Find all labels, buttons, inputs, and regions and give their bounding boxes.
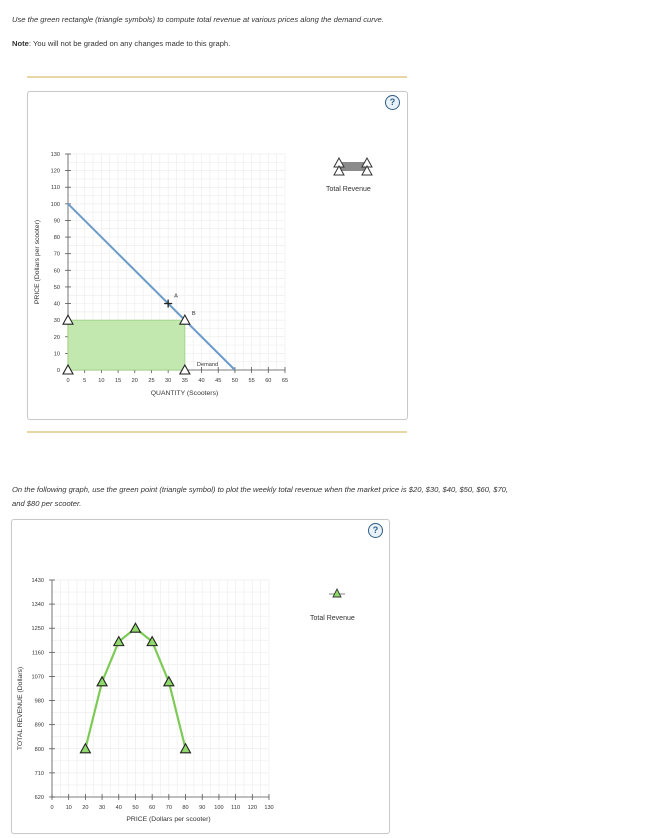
total-revenue-tool-icon[interactable]	[334, 158, 372, 175]
graph2-y-tick-label: 980	[34, 698, 44, 705]
graph2-y-tick-label: 1430	[31, 578, 44, 584]
graph1-x-tick-label: 50	[231, 378, 239, 384]
graph1-x-tick-label: 45	[215, 378, 222, 384]
graph1-x-axis-label: QUANTITY (Scooters)	[150, 390, 219, 397]
graph2-y-tick-label: 1070	[31, 674, 44, 681]
total-revenue-point[interactable]	[97, 677, 107, 686]
graph1-y-tick-label: 50	[53, 284, 60, 291]
total-revenue-point[interactable]	[181, 744, 191, 753]
instructions-top: Use the green rectangle (triangle symbols) to compute total revenue at various prices along the demand curve.	[12, 15, 384, 24]
graph1-y-tick-label: 80	[53, 235, 60, 242]
graph1-x-tick-label: 5	[83, 378, 87, 384]
graph1-help-icon[interactable]: ?	[385, 95, 400, 110]
graph1-y-tick-label: 90	[53, 218, 60, 225]
graph1-x-tick-label: 15	[114, 378, 122, 384]
graph2-y-tick-label: 710	[34, 770, 44, 777]
graph2-x-tick-label: 10	[65, 805, 72, 811]
graph2-x-tick-label: 40	[115, 805, 122, 811]
graph2-x-tick-label: 30	[98, 805, 106, 811]
total-revenue-point[interactable]	[80, 744, 90, 753]
graph1-y-tick-label: 0	[56, 368, 60, 374]
graph2-y-tick-label: 890	[34, 722, 44, 729]
graph2-y-tick-label: 620	[34, 795, 44, 801]
point-a-label: A	[174, 293, 178, 300]
graph1-x-tick-label: 35	[181, 378, 188, 384]
total-revenue-point[interactable]	[130, 623, 140, 632]
graph2-help-icon[interactable]: ?	[368, 523, 383, 538]
total-revenue-point-tool-icon[interactable]	[329, 589, 345, 597]
graph1-y-tick-label: 130	[50, 152, 60, 158]
graph1-x-tick-label: 0	[66, 378, 70, 384]
graph2-x-tick-label: 120	[247, 805, 257, 811]
graph1-y-tick-label: 60	[53, 268, 60, 275]
graph1-legend-label: Total Revenue	[326, 186, 371, 193]
graph1-x-tick-label: 65	[281, 378, 289, 384]
revenue-rectangle[interactable]	[68, 320, 185, 370]
graph1-y-tick-label: 20	[53, 334, 60, 341]
graph2-y-tick-label: 800	[34, 746, 44, 753]
graph1-x-tick-label: 40	[198, 378, 205, 384]
graph1-y-tick-label: 70	[53, 251, 60, 258]
graph1-x-tick-label: 60	[265, 378, 272, 384]
note-text: : You will not be graded on any changes made to this graph.	[28, 39, 231, 48]
graph2-y-axis-label: TOTAL REVENUE (Dollars)	[17, 666, 24, 751]
graph2-x-tick-label: 0	[50, 805, 54, 811]
graph2-y-tick-label: 1250	[31, 626, 44, 633]
graph1-y-tick-label: 10	[53, 351, 60, 358]
graph2-x-tick-label: 130	[264, 805, 274, 811]
graph2-x-tick-label: 70	[165, 805, 172, 811]
graph2-x-tick-label: 100	[214, 805, 224, 811]
graph1-x-tick-label: 20	[131, 378, 138, 384]
graph1-y-tick-label: 120	[50, 168, 60, 175]
graph2-x-tick-label: 20	[82, 805, 89, 811]
graph2-y-tick-label: 1160	[31, 650, 44, 657]
graph2-x-tick-label: 50	[132, 805, 139, 811]
graph1-x-tick-label: 30	[165, 378, 172, 384]
graph2-y-tick-label: 1340	[31, 602, 44, 609]
point-b-label: B	[191, 311, 196, 318]
graph2-x-tick-label: 110	[231, 805, 241, 811]
graph2-x-tick-label: 80	[182, 805, 189, 811]
graph1-y-axis-label: PRICE (Dollars per scooter)	[34, 219, 41, 305]
rectangle-corner-handle[interactable]	[63, 315, 73, 324]
demand-label: Demand	[196, 362, 219, 368]
note-label: Note	[12, 39, 29, 48]
total-revenue-point[interactable]	[164, 677, 174, 686]
graph1-y-tick-label: 110	[51, 185, 60, 192]
graph2-x-tick-label: 60	[149, 805, 156, 811]
graph2-legend-label: Total Revenue	[310, 615, 355, 622]
graph2-x-axis-label: PRICE (Dollars per scooter)	[126, 816, 211, 823]
graph1-x-tick-label: 10	[98, 378, 105, 384]
graph1-y-tick-label: 30	[53, 318, 60, 325]
graph1-x-tick-label: 55	[248, 378, 255, 384]
instructions-second-line1: On the following graph, use the green point (triangle symbol) to plot the weekly total revenue when the market price is $20, $30, $40, $50, $60, $70,	[12, 485, 509, 494]
graph2-x-tick-label: 90	[199, 805, 206, 811]
graph1-y-tick-label: 100	[50, 201, 60, 208]
divider-bottom	[27, 431, 407, 433]
graph1-y-tick-label: 40	[53, 301, 60, 308]
instructions-second-line2: and $80 per scooter.	[12, 499, 82, 508]
graph1-x-tick-label: 25	[148, 378, 155, 384]
